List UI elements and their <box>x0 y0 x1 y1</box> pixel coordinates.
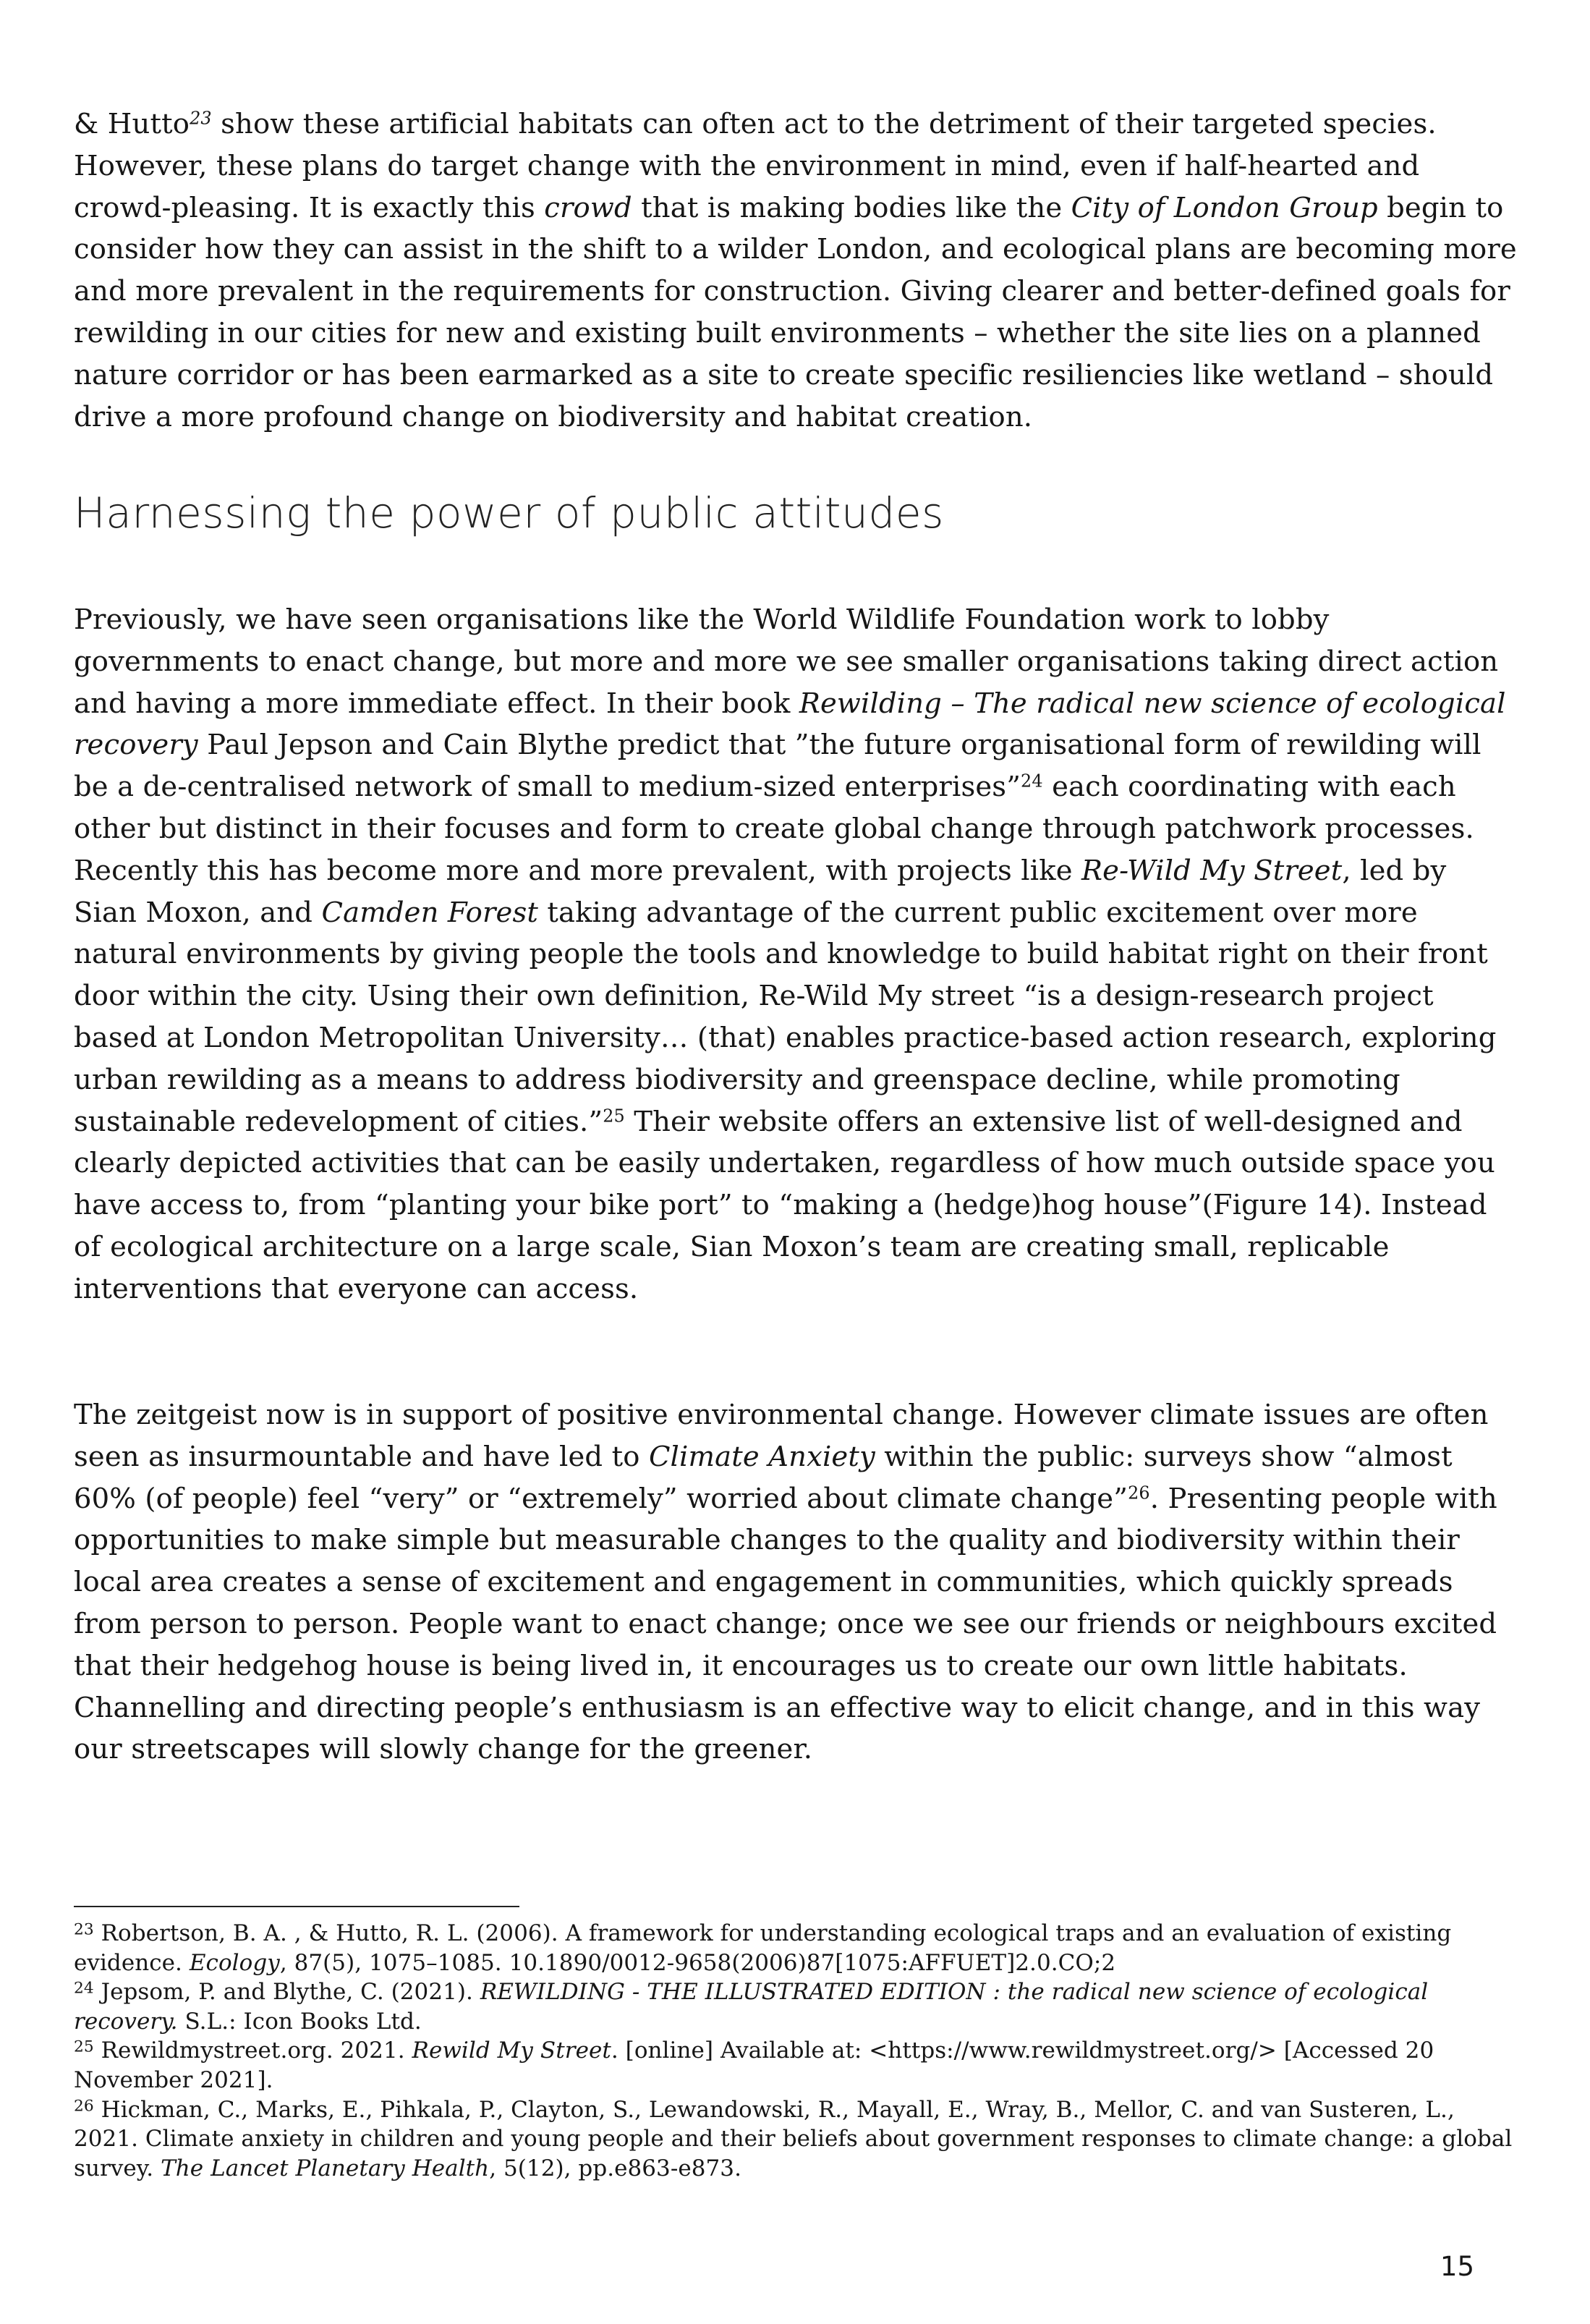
page-number: 15 <box>1440 2251 1474 2282</box>
text-run: Paul Jepson and Cain Blythe predict that ”the future organisational form of rewilding will be a de-centralised network of small to medium-sized enterprises” <box>74 729 1481 804</box>
footnote-23 <box>74 1919 1521 1977</box>
emphasis: REWILDING - THE ILLUSTRATED EDITION : the radical new science of ecological recovery. <box>74 1979 1429 2035</box>
text-run: . Presenting people with opportunities to make simple but measurable changes to the quality and biodiversity within their local area creates a sense of excitement and engagement in communities, which quickly spreads from person to person. People want to enact change; once we see our friends or neighbours excited that their hedgehog house is being lived in, it encourages us to create our own little habitats. Channelling and directing people’s enthusiasm is an effective way to elicit change, and in this way our streetscapes will slowly change for the greener. <box>74 1482 1497 1766</box>
paragraph-zeitgeist <box>74 1394 1518 1770</box>
emphasis: The Lancet Planetary Health <box>161 2155 490 2181</box>
paragraph <box>74 1394 1518 1770</box>
emphasis-rewild-my-street: Re-Wild My Street <box>1081 854 1343 887</box>
text-run: . [online] Available at: <https://www.rewildmystreet.org/> [Accessed 20 November 2021]. <box>74 2037 1434 2093</box>
text-run: that is making bodies like the <box>632 191 1071 224</box>
footnote-number: 23 <box>74 1920 94 1939</box>
paragraph <box>74 103 1518 438</box>
emphasis-book-title: Rewilding – The radical new science of ecological recovery <box>74 687 1506 762</box>
text-run: , led by Sian Moxon, and <box>74 854 1447 929</box>
footnote-ref-23: 23 <box>190 108 212 129</box>
emphasis-camden-forest: Camden Forest <box>321 896 539 929</box>
text-run: The zeitgeist now is in support of positive environmental change. However climate issues are often seen as insurmountable and have led to <box>74 1399 1489 1473</box>
text-run: , 87(5), 1075–1085. 10.1890/0012-9658(2006)87[1075:AFFUET]2.0.CO;2 <box>279 1949 1116 1976</box>
footnote-ref-24: 24 <box>1021 771 1043 792</box>
text-run: taking advantage of the current public excitement over more natural environments by giving people the tools and knowledge to build habitat right on their front door within the city. Using their own definition, Re-Wild My street “is a design-research project based at London Metropolitan University… (that) enables practice-based action research, exploring urban rewilding as a means to address biodiversity and greenspace decline, while promoting sustainable redevelopment of cities.” <box>74 896 1497 1138</box>
text-run: Jepsom, P. and Blythe, C. (2021). <box>93 1979 480 2006</box>
emphasis-climate-anxiety: Climate Anxiety <box>648 1440 875 1473</box>
emphasis-crowd: crowd <box>544 191 632 224</box>
footnote-26 <box>74 2095 1521 2184</box>
text-run: Their website offers an extensive list of well-designed and clearly depicted activities that can be easily undertaken, regardless of how much outside space you have access to, from “planting your bike port” to “making a (hedge)hog house”(Figure 14). Instead of ecological architecture on a large scale, Sian Moxon’s team are creating small, replicable interventions that everyone can access. <box>74 1105 1495 1305</box>
text-run: Previously, we have seen organisations like the World Wildlife Foundation work to lobby governments to enact change, but more and more we see smaller organisations taking direct action and having a more immediate effect. In their book <box>74 603 1499 720</box>
footnotes <box>74 1919 1521 2183</box>
text-run: & Hutto <box>74 108 190 140</box>
emphasis: Rewild My Street <box>412 2037 611 2064</box>
footnote-24 <box>74 1977 1521 2036</box>
footnote-number: 24 <box>74 1979 94 1998</box>
text-run: within the public: surveys show “almost 60% (of people) feel “very” or “extremely” worried about climate change” <box>74 1440 1453 1515</box>
footnote-number: 25 <box>74 2037 94 2056</box>
footnote-separator <box>74 1906 519 1907</box>
footnote-number: 26 <box>74 2096 94 2115</box>
intro-paragraph <box>74 103 1518 438</box>
text-run: show these artificial habitats can often act to the detriment of their targeted species. However, these plans do target change with the environment in mind, even if half-hearted and crowd-pleasing. It is exactly this <box>74 108 1437 224</box>
text-run: S.L.: Icon Books Ltd. <box>177 2008 422 2035</box>
text-run: each coordinating with each other but distinct in their focuses and form to create global change through patchwork processes. Recently this has become more and more prevalent, with projects like <box>74 771 1474 887</box>
paragraph <box>74 599 1518 1310</box>
footnote-ref-25: 25 <box>603 1106 625 1127</box>
text-run: Robertson, B. A. , & Hutto, R. L. (2006). A framework for understanding ecological traps and an evaluation of existing evidence. <box>74 1920 1452 1976</box>
text-run: Hickman, C., Marks, E., Pihkala, P., Clayton, S., Lewandowski, R., Mayall, E., Wray, B., Mellor, C. and van Susteren, L., 2021. Climate anxiety in children and young people and their beliefs about government responses to climate change: a global survey. <box>74 2096 1513 2181</box>
paragraph-organisations <box>74 599 1518 1310</box>
text-run: Rewildmystreet.org. 2021. <box>93 2037 412 2064</box>
footnote-25 <box>74 2036 1521 2095</box>
emphasis: Ecology <box>189 1949 280 1976</box>
text-run: , 5(12), pp.e863-e873. <box>489 2155 741 2181</box>
footnote-ref-26: 26 <box>1128 1483 1150 1504</box>
section-heading: Harnessing the power of public attitudes <box>74 488 944 538</box>
emphasis-city-of-london-group: City of London Group <box>1071 191 1378 224</box>
text-run: begin to consider how they can assist in the shift to a wilder London, and ecological plans are becoming more and more prevalent in the requirements for construction. Giving clearer and better-defined goals for rewilding in our cities for new and existing built environments – whether the site lies on a planned nature corridor or has been earmarked as a site to create specific resiliencies like wetland – should drive a more profound change on biodiversity and habitat creation. <box>74 191 1517 433</box>
